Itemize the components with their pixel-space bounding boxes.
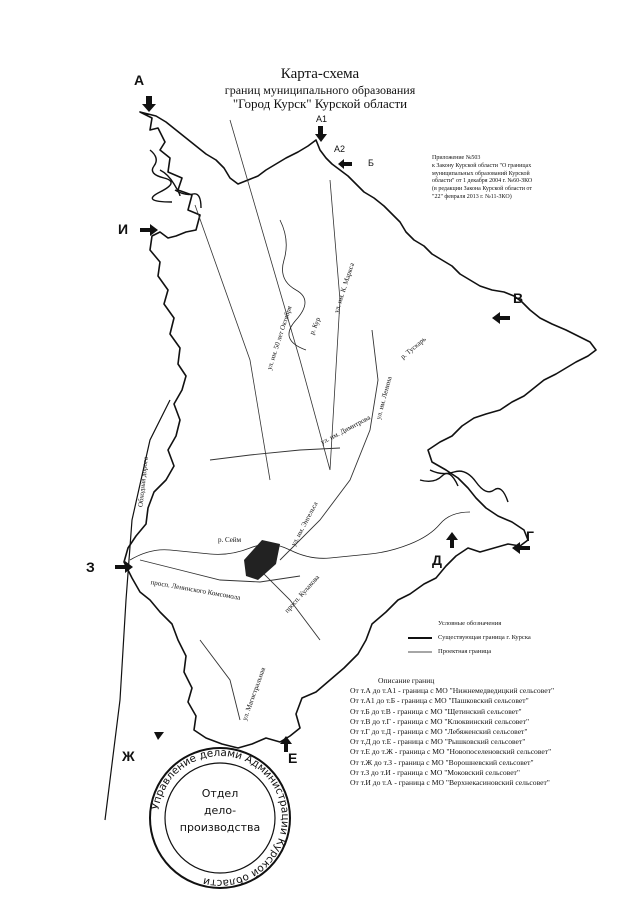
description-item: От т.А1 до т.Б - граница с МО "Пашковский сельсовет": [350, 696, 529, 706]
river-kur-label: р. Кур: [307, 316, 323, 336]
street-engelsa: ул. им. Энгельса: [289, 500, 320, 548]
marker-b: Б: [368, 158, 374, 168]
description-item: От т.В до т.Г - граница с МО "Клюквинский сельсовет": [350, 716, 530, 726]
streets: [140, 330, 378, 720]
marker-a1: А1: [316, 114, 328, 124]
boundary-detail: [150, 150, 201, 208]
legend-title: Условные обозначения: [438, 620, 502, 627]
description-item: От т.Ж до т.З - граница с МО "Ворошневский сельсовет": [350, 757, 534, 767]
appendix-note: Приложение №503 к Закону Курской области "О границах муниципальных образований Курской области" от 1 декабря 2004 г. №60-ЗКО (в редакции Закона Курской области от "22" февраля 2013 г. №11-ЗКО): [432, 155, 533, 200]
street-50let: ул. им. 50 лет Октября: [265, 304, 294, 372]
street-lenina: ул. им. Ленина: [374, 375, 394, 421]
city-boundary: [124, 112, 596, 748]
marker-a: А: [134, 72, 145, 88]
map-title: Карта-схема: [280, 66, 360, 82]
stamp-center: Отдел дело- производства: [179, 787, 261, 834]
legend-projected-label: Проектная граница: [438, 648, 492, 655]
marker-g: Г: [526, 528, 534, 544]
description-item: От т.А до т.А1 - граница с МО "Нижнемедведицкий сельсовет": [350, 686, 555, 696]
street-kulakova: просп. Кулакова: [282, 573, 322, 615]
map-subtitle: границ муниципального образования: [224, 83, 416, 97]
marker-zh: Ж: [122, 748, 135, 764]
boundary-detail-east: [420, 470, 508, 502]
industrial-zone: [244, 540, 280, 580]
bypass-road-label: Обходная дорога: [136, 456, 150, 508]
description-item: От т.Д до т.Е - граница с МО "Рышковский сельсовет": [350, 737, 526, 747]
street-dimitrova: ул. им. Димитрова: [319, 413, 372, 447]
description-title: Описание границ: [378, 676, 435, 685]
projected-boundary: [195, 120, 340, 480]
description-item: От т.Е до т.Ж - граница с МО "Новопоселеновский сельсовет": [350, 747, 552, 757]
marker-z: З: [86, 559, 95, 575]
stamp-ring-text: Управление делами Администрации Курской области: [149, 746, 292, 890]
description-item: От т.И до т.А - граница с МО "Верхнекасиновский сельсовет": [350, 778, 550, 788]
river-seim-label: р. Сейм: [218, 536, 242, 544]
bypass-road: [105, 400, 170, 820]
description-item: От т.Г до т.Д - граница с МО "Лебяженский сельсовет": [350, 727, 528, 737]
street-magistralnaya: ул. Магистральная: [240, 666, 268, 722]
legend-existing-label: Существующая граница г. Курска: [438, 634, 531, 641]
description-item: От т.Б до т.В - граница с МО "Щетинский сельсовет": [350, 706, 522, 716]
marker-a2: А2: [334, 144, 346, 154]
river-tuskar-label: р. Тускарь: [399, 335, 428, 361]
marker-v: В: [513, 290, 524, 306]
street-karl-marx: ул. им. К. Маркса: [332, 261, 357, 315]
street-lenkomsomola: просп. Ленинского Комсомола: [149, 578, 241, 602]
description-item: От т.З до т.И - граница с МО "Моковский сельсовет": [350, 767, 520, 777]
map-subtitle-2: "Город Курск" Курской области: [232, 96, 408, 111]
boundary-description: [350, 676, 554, 788]
marker-e: Е: [288, 750, 298, 766]
marker-i: И: [118, 221, 129, 237]
marker-d: Д: [432, 552, 442, 568]
